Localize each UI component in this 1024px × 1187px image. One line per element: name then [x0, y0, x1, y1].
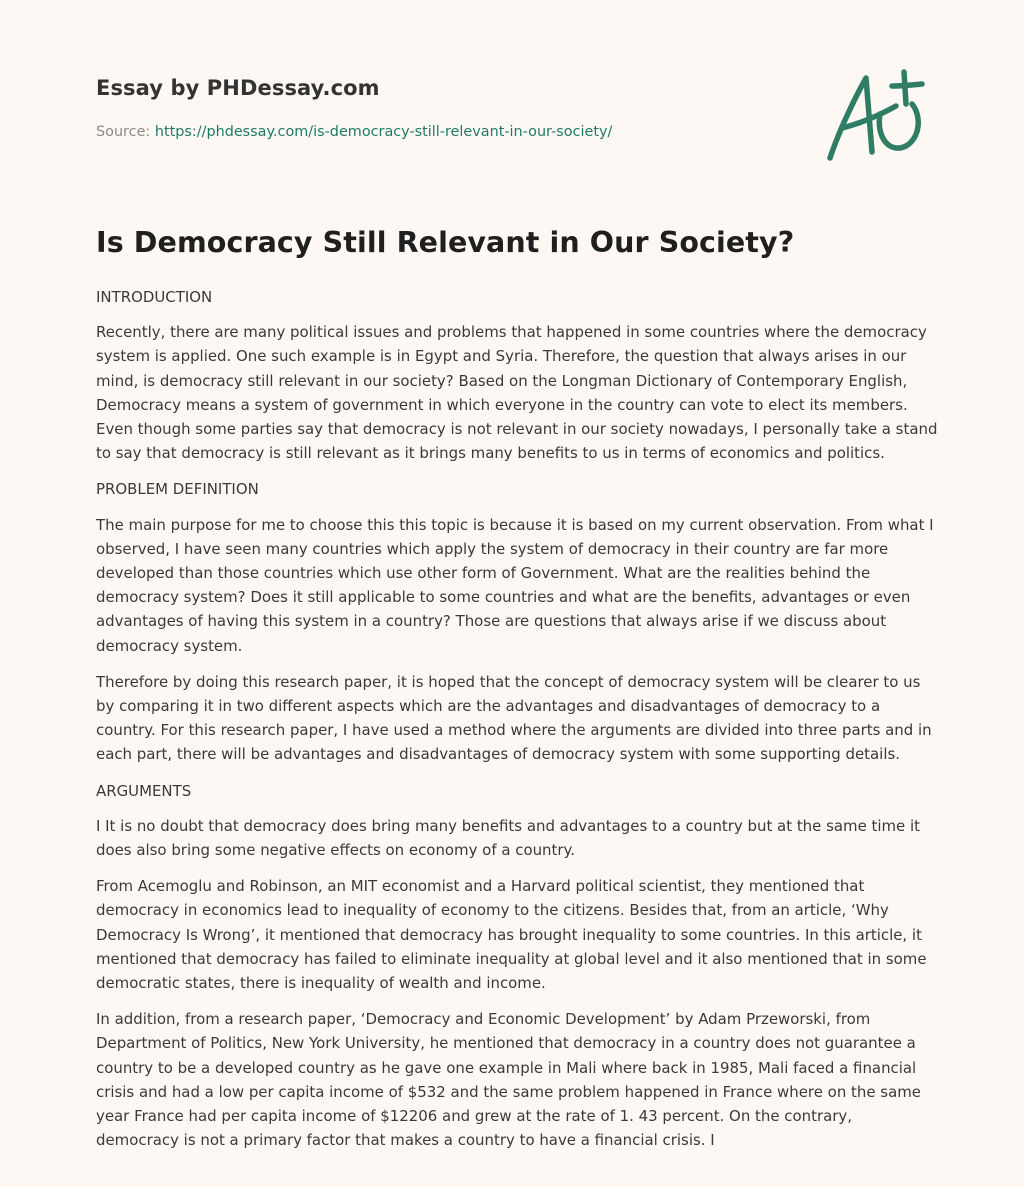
paragraph: From Acemoglu and Robinson, an MIT economist and a Harvard political scientist, they mentioned that democracy in economics lead to inequality of economy to the citizens. Besides that, from an article, ‘Why Democracy Is Wrong’, it mentioned that democracy has brought inequality to some countries. In this article, it mentioned that democracy has failed to eliminate inequality at global level and it also mentioned that in some democratic states, there is inequality of wealth and income. [96, 877, 927, 993]
source-label: Source: [96, 124, 155, 140]
paragraph: The main purpose for me to choose this this topic is because it is based on my current observation. From what I observed, I have seen many countries which apply the system of democracy in their country are far more developed than those countries which use other form of Government. What are the realities behind the democracy system? Does it still applicable to some countries and what are the benefits, advantages or even advantages of having this system in a country? Those are questions that always arise if we discuss about democracy system. [96, 515, 934, 655]
paragraph: In addition, from a research paper, ‘Democracy and Economic Development’ by Adam Przeworski, from Department of Politics, New York University, he mentioned that democracy in a country does not guarantee a country to be a developed country as he gave one example in Mali where back in 1985, Mali faced a financial crisis and had a low per capita income of $532 and the same problem happened in France where on the same year France had per capita income of $12206 and grew at the rate of 1. 43 percent. On the contrary, democracy is not a primary factor that makes a country to have a financial crisis. I [96, 1010, 921, 1150]
paragraph: Therefore by doing this research paper, it is hoped that the concept of democracy system will be clearer to us by comparing it in two different aspects which are the advantages and disadvantages of democracy to a country. For this research paper, I have used a method where the arguments are divided into three parts and in each part, there will be advantages and disadvantages of democracy system with some supporting details. [96, 672, 932, 764]
essay-body [96, 285, 938, 1165]
site-brand: Essay by PHDessay.com [96, 76, 380, 100]
a-plus-grade-icon [818, 66, 930, 166]
source-link[interactable]: https://phdessay.com/is-democracy-still-relevant-in-our-society/ [154, 124, 613, 140]
section-heading: INTRODUCTION [96, 288, 213, 306]
essay-title: Is Democracy Still Relevant in Our Society? [96, 226, 795, 259]
paragraph: I It is no doubt that democracy does bring many benefits and advantages to a country but at the same time it does also bring some negative effects on economy of a country. [96, 816, 921, 860]
paragraph: Recently, there are many political issues and problems that happened in some countries where the democracy system is applied. One such example is in Egypt and Syria. Therefore, the question that always arises in our mind, is democracy still relevant in our society? Based on the Longman Dictionary of Contemporary English, Democracy means a system of government in which everyone in the country can vote to elect its members. Even though some parties say that democracy is not relevant in our society nowadays, I personally take a stand to say that democracy is still relevant as it brings many benefits to us in terms of economics and politics. [96, 323, 938, 463]
source-line [96, 124, 612, 140]
section-heading: PROBLEM DEFINITION [96, 480, 259, 499]
section-heading: ARGUMENTS [96, 781, 192, 800]
